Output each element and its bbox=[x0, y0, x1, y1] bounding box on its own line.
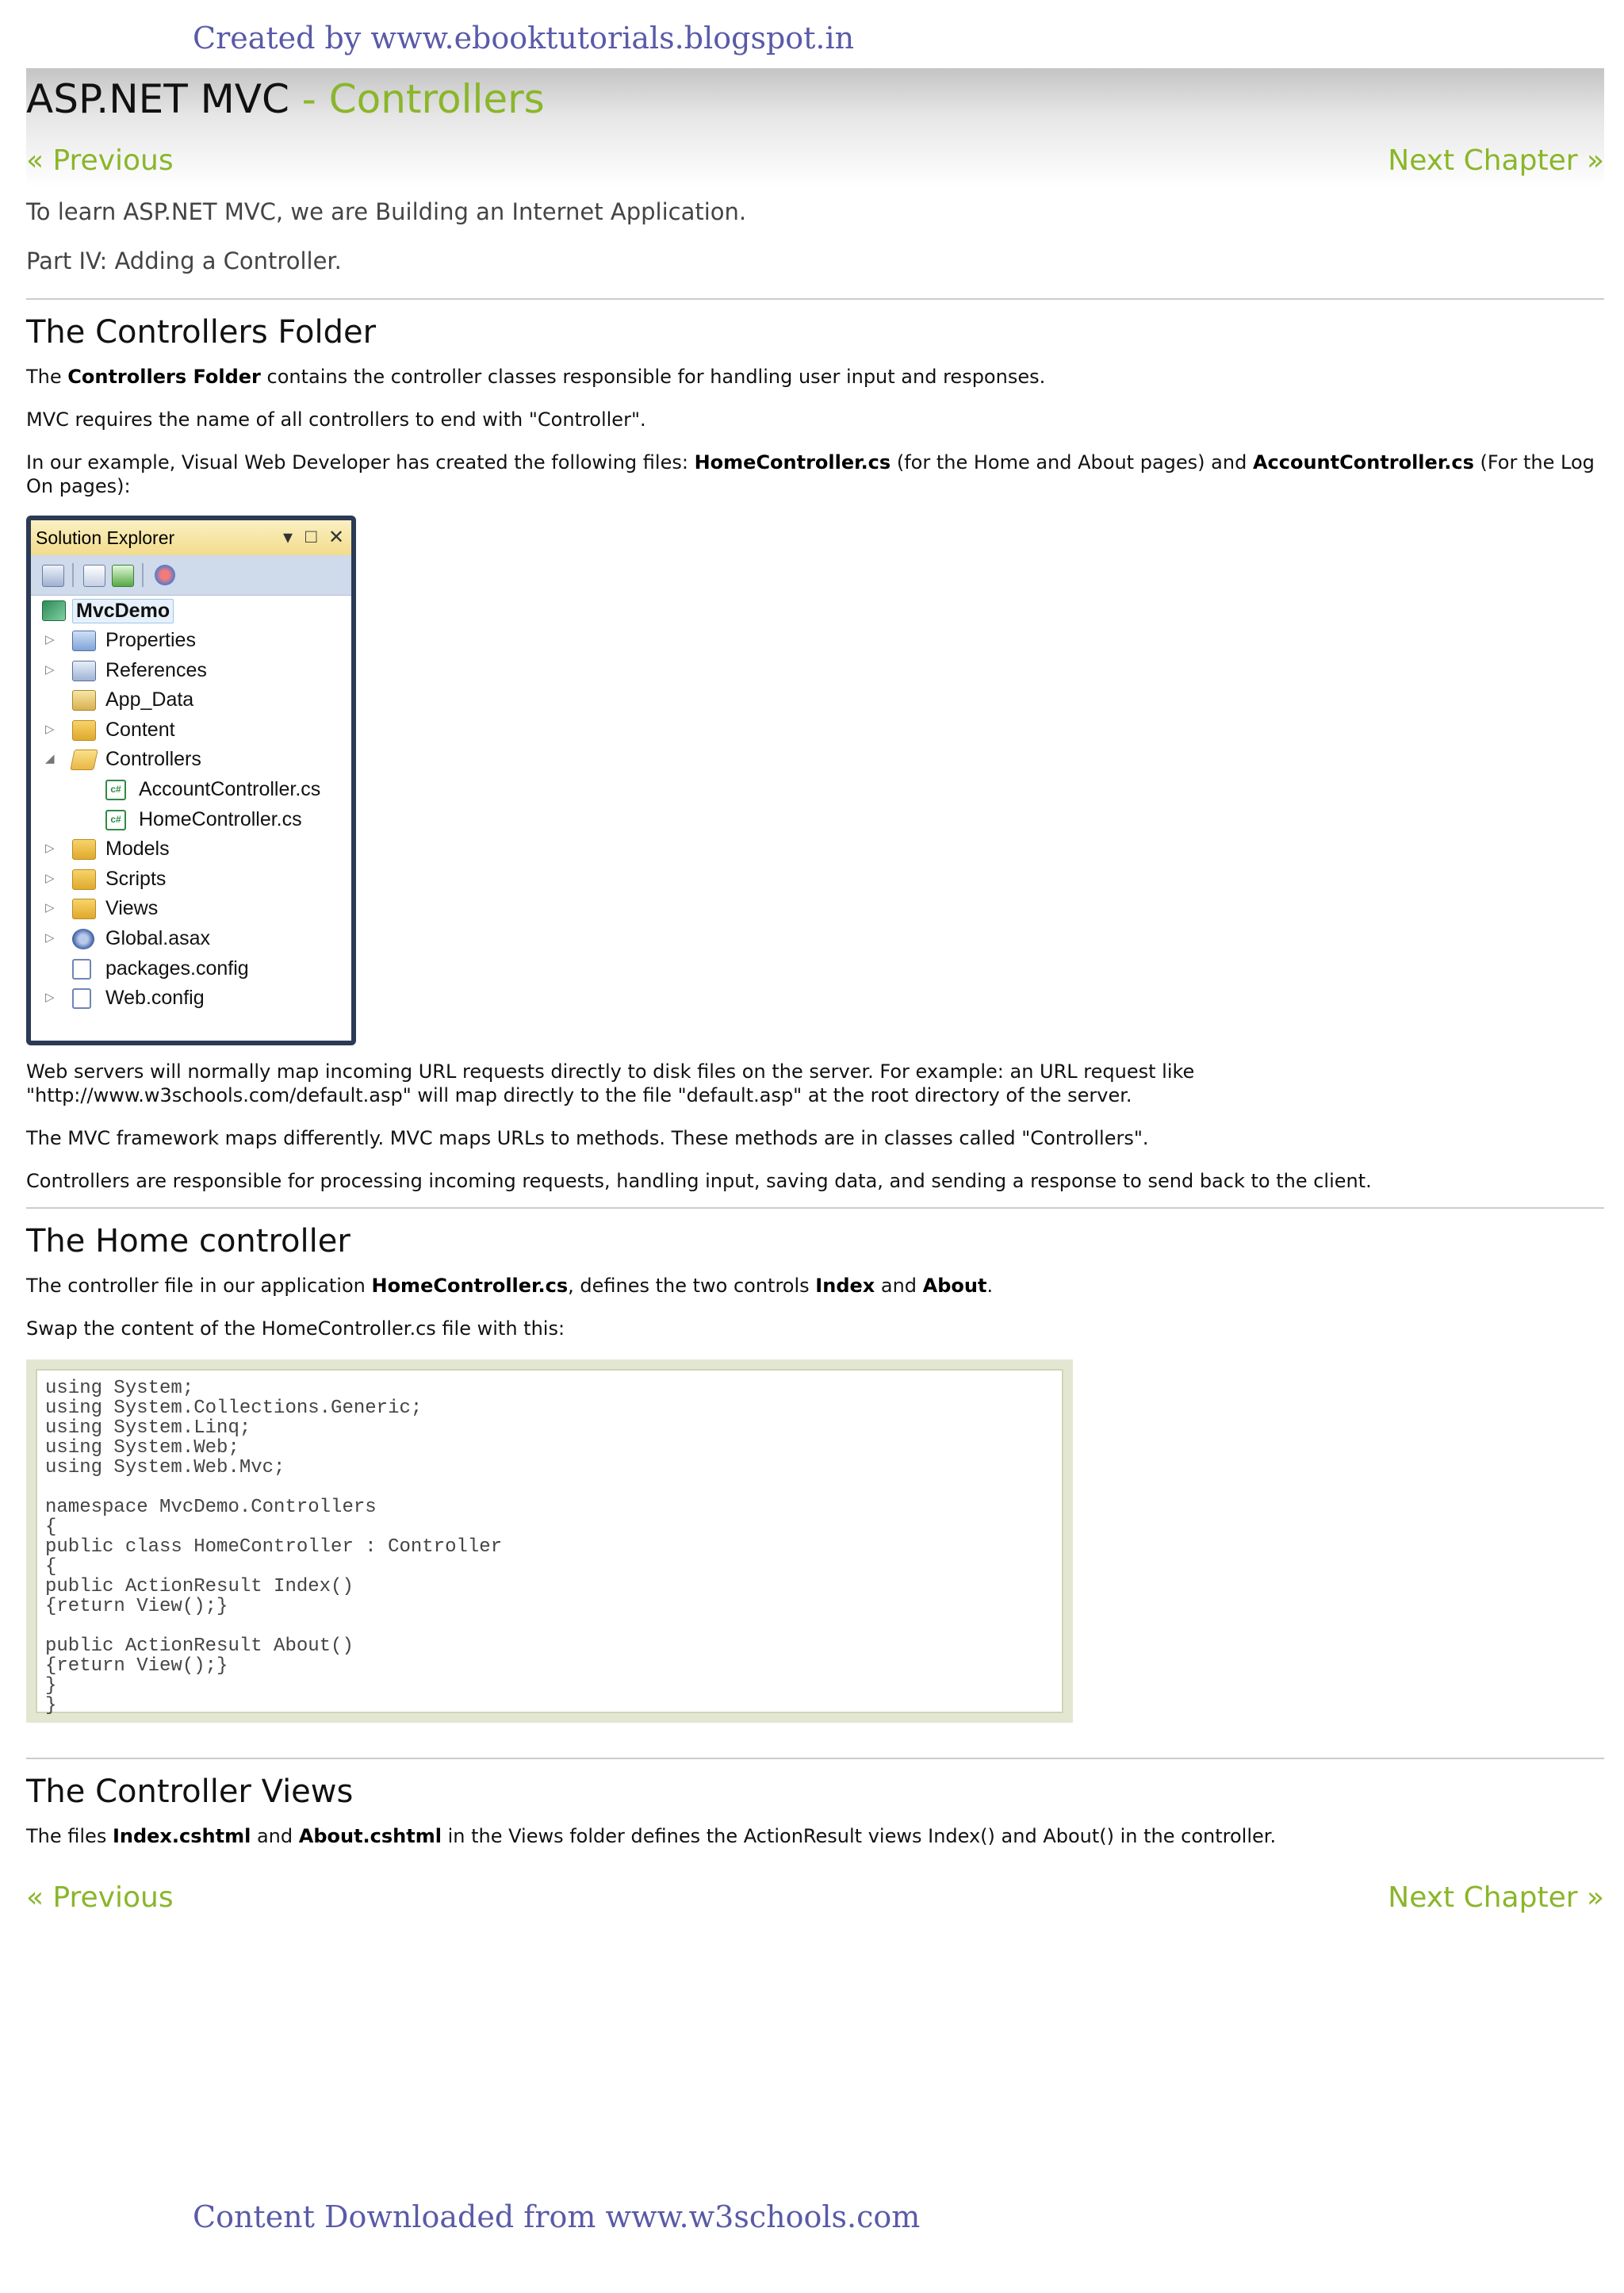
tree-node-label: Models bbox=[105, 838, 170, 861]
solution-explorer-titlebar bbox=[31, 520, 351, 555]
config-file-icon bbox=[72, 959, 91, 980]
tree-node-label: References bbox=[105, 658, 207, 681]
section-heading-controllers-folder: The Controllers Folder bbox=[26, 314, 377, 351]
solution-explorer-title: Solution Explorer bbox=[36, 527, 175, 548]
folder-icon bbox=[72, 869, 96, 890]
folder-icon bbox=[72, 839, 96, 860]
home-controller-section bbox=[26, 1223, 1604, 1724]
cs-file-icon: c# bbox=[105, 810, 126, 830]
toolbar-separator bbox=[142, 563, 144, 587]
tree-node-label: Scripts bbox=[105, 867, 167, 890]
toolbar-separator bbox=[72, 563, 74, 587]
watermark-bottom: Content Downloaded from www.w3schools.com bbox=[193, 2199, 921, 2234]
divider bbox=[26, 1758, 1604, 1759]
paragraph: Controllers are responsible for processing incoming requests, handling input, saving data, and sending a response to send back to the client. bbox=[26, 1170, 1372, 1192]
paragraph: MVC requires the name of all controllers to end with "Controller". bbox=[26, 408, 646, 431]
cs-file-icon: c# bbox=[105, 780, 126, 800]
expand-arrow-icon[interactable]: ▷ bbox=[45, 662, 55, 677]
watermark-top: Created by www.ebooktutorials.blogspot.in bbox=[193, 21, 855, 56]
expand-arrow-icon[interactable]: ▷ bbox=[45, 991, 55, 1005]
tree-node-label: packages.config bbox=[105, 957, 249, 980]
references-icon bbox=[72, 661, 96, 681]
expand-arrow-icon[interactable]: ▷ bbox=[45, 722, 55, 736]
gear-file-icon bbox=[72, 929, 94, 949]
tree-node-label: Controllers bbox=[105, 748, 201, 771]
controller-views-section bbox=[26, 1773, 1604, 1848]
properties-toolbar-icon[interactable] bbox=[42, 565, 64, 587]
expand-arrow-icon[interactable]: ▷ bbox=[45, 842, 55, 856]
tree-node-label: Views bbox=[105, 897, 159, 920]
open-folder-icon bbox=[70, 750, 98, 770]
app-data-folder-icon bbox=[72, 690, 96, 711]
next-chapter-link-bottom[interactable]: Next Chapter » bbox=[1388, 1881, 1604, 1914]
dock-icon[interactable]: □ bbox=[305, 526, 317, 547]
refresh-icon[interactable] bbox=[112, 565, 134, 587]
close-icon[interactable]: ✕ bbox=[328, 527, 345, 548]
paragraph: The files Index.cshtml and About.cshtml in the Views folder defines the ActionResult views Index() and About() in the controller. bbox=[26, 1825, 1277, 1847]
divider bbox=[26, 298, 1604, 300]
intro-line-2: Part IV: Adding a Controller. bbox=[26, 247, 342, 274]
controllers-folder-section bbox=[26, 314, 1604, 1063]
project-icon bbox=[42, 600, 66, 621]
pin-dropdown-icon[interactable]: ▾ bbox=[283, 527, 293, 548]
show-all-files-icon[interactable] bbox=[83, 565, 105, 587]
tree-node-label: Content bbox=[105, 718, 175, 741]
expand-arrow-icon[interactable]: ▷ bbox=[45, 901, 55, 915]
previous-link-bottom[interactable]: « Previous bbox=[26, 1881, 174, 1914]
tree-node-label: Web.config bbox=[105, 987, 205, 1010]
solution-explorer-toolbar bbox=[31, 555, 351, 596]
expand-arrow-icon[interactable]: ▷ bbox=[45, 633, 55, 646]
next-chapter-link-top[interactable]: Next Chapter » bbox=[1388, 144, 1604, 177]
properties-icon bbox=[72, 631, 96, 651]
code-sample-box bbox=[26, 1359, 1073, 1723]
title-bar bbox=[26, 68, 1604, 187]
top-navigation bbox=[26, 144, 1604, 184]
intro-line-1: To learn ASP.NET MVC, we are Building an Internet Application. bbox=[26, 198, 747, 225]
tree-node-label: Properties bbox=[105, 629, 196, 651]
expand-arrow-icon[interactable]: ▷ bbox=[45, 871, 55, 885]
paragraph: The Controllers Folder contains the controller classes responsible for handling user input and responses. bbox=[26, 366, 1046, 388]
section-heading-controller-views: The Controller Views bbox=[26, 1773, 354, 1810]
page-content bbox=[26, 68, 1604, 1921]
paragraph: Web servers will normally map incoming URL requests directly to disk files on the server. For example: an URL request like "http://www.w3schools.com/default.asp" will map directly to the file "default.asp" at the root directory of the server. bbox=[26, 1060, 1195, 1106]
url-mapping-section bbox=[26, 1060, 1604, 1193]
tree-node-label: AccountController.cs bbox=[139, 778, 321, 800]
folder-icon bbox=[72, 899, 96, 919]
folder-icon bbox=[72, 720, 96, 741]
paragraph: The controller file in our application HomeController.cs, defines the two controls Index and About. bbox=[26, 1275, 994, 1297]
tree-node-label: Global.asax bbox=[105, 927, 211, 949]
solution-explorer-screenshot bbox=[26, 516, 356, 1045]
class-view-icon[interactable] bbox=[155, 565, 175, 585]
section-heading-home-controller: The Home controller bbox=[26, 1223, 350, 1260]
expanded-arrow-icon[interactable]: ◢ bbox=[45, 752, 55, 766]
code-sample: using System; using System.Collections.Generic; using System.Linq; using System.Web; using System.Web.Mvc; namespace MvcDemo.Controllers { public class HomeController : Controller { public ActionResult Index() {return View();} public ActionResult About() {return View();} } } bbox=[45, 1378, 503, 1716]
bottom-navigation bbox=[26, 1881, 1604, 1921]
page-title: ASP.NET MVC - Controllers bbox=[26, 76, 545, 122]
intro-section bbox=[26, 198, 1604, 274]
paragraph: In our example, Visual Web Developer has created the following files: HomeController.cs (for the Home and About pages) and AccountController.cs (For the Log On pages): bbox=[26, 451, 1595, 497]
paragraph: The MVC framework maps differently. MVC maps URLs to methods. These methods are in classes called "Controllers". bbox=[26, 1127, 1149, 1149]
config-file-icon bbox=[72, 988, 91, 1009]
divider bbox=[26, 1207, 1604, 1209]
tree-node-label: App_Data bbox=[105, 688, 194, 711]
code-sample-inner bbox=[36, 1369, 1063, 1716]
paragraph: Swap the content of the HomeController.cs file with this: bbox=[26, 1317, 565, 1340]
expand-arrow-icon[interactable]: ▷ bbox=[45, 931, 55, 945]
previous-link-top[interactable]: « Previous bbox=[26, 144, 174, 177]
tree-node-label: HomeController.cs bbox=[139, 807, 302, 830]
tree-node-label: MvcDemo bbox=[72, 599, 174, 623]
